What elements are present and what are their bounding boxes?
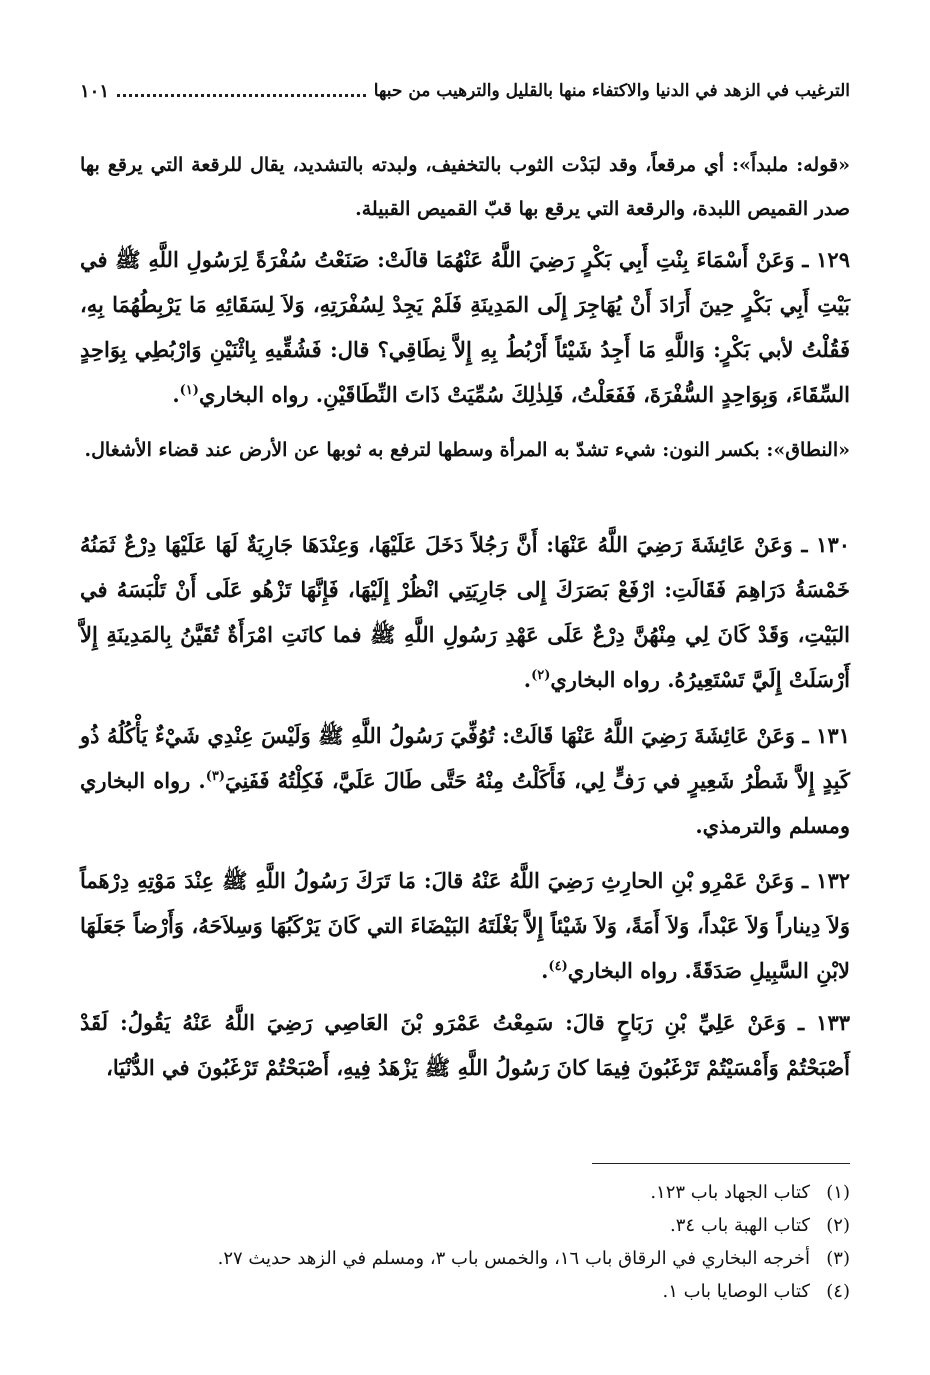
hadith-end: . رواه البخاري ومسلم والترمذي. [80,768,850,838]
hadith-number: ١٣٠ ـ [801,532,851,557]
hadith-end: . [541,958,549,983]
footnotes-list [80,1176,850,1308]
footnote-item [80,1275,850,1308]
hadith-129 [80,237,850,417]
hadith-text: وَعَنْ عَمْرِو بْنِ الحارِثِ رَضِيَ اللَّهُ عَنْهُ قالَ: مَا تَرَكَ رَسُولُ اللَّهِ ﷺ عِنْدَ مَوْتِهِ دِرْهَماً وَلاَ دِيناراً وَلاَ عَبْداً، وَلاَ أَمَةً، وَلاَ شَيْئاً إِلاَّ بَغْلَتَهُ البَيْضَاءَ التي كَانَ يَرْكَبُهَا وَسِلاَحَهُ، وَأَرْضاً جَعَلَهَا لابْنِ السَّبِيلِ صَدَقَةً. رواه البخاري [80,868,850,983]
hadith-132 [80,858,850,993]
footnote-mark: (٤) [826,1281,850,1302]
footnote-mark: (٢) [826,1215,850,1236]
page-number: ١٠١ [80,80,110,102]
header-dot-leader [117,94,366,97]
hadith-end: . [172,382,180,407]
footnote-ref: (٣) [205,769,226,784]
header-title: الترغيب في الزهد في الدنيا والاكتفاء منها بالقليل والترهيب من حبها [373,81,850,101]
footnote-ref: (٢) [531,668,551,683]
footnote-text: كتاب الوصايا باب ١. [662,1281,810,1302]
footnote-item [80,1242,850,1275]
footnote-separator [592,1163,850,1164]
footnote-ref: (٤) [548,959,568,974]
hadith-text: وَعَنْ عَلِيِّ بْنِ رَبَاحٍ قالَ: سَمِعْتُ عَمْرَو بْنَ العَاصِي رَضِيَ اللَّهُ عَنْهُ يَقُولُ: لَقَدْ أَصْبَحْتُمْ وَأَمْسَيْتُمْ تَرْغَبُونَ فِيمَا كانَ رَسُولُ اللَّهِ ﷺ يَزْهَدُ فِيهِ، أَصْبَحْتُمْ تَرْغَبُونَ في الدُّنْيَا، [80,1010,850,1080]
hadith-text: وَعَنْ عَائِشَةَ رَضِيَ اللَّهُ عَنْهَا قَالَتْ: تُوُفِّيَ رَسُولُ اللَّهِ ﷺ وَلَيْسَ عِنْدِي شَيْءٌ يَأْكُلُهُ ذُو كَبِدٍ إِلاَّ شَطْرُ شَعِيرٍ في رَفٍّ لِي، فَأَكَلْتُ مِنْهُ حَتَّى طَالَ عَلَيَّ، فَكِلْتُهُ فَفَنِيَ [80,723,850,793]
note-mulabbad [80,143,850,231]
hadith-130 [80,522,850,702]
hadith-number: ١٢٩ ـ [802,247,850,272]
footnote-text: كتاب الجهاد باب ١٢٣. [650,1182,810,1203]
hadith-number: ١٣٢ ـ [802,868,851,893]
running-header [80,74,850,108]
footnote-item [80,1209,850,1242]
footnote-mark: (١) [826,1182,850,1203]
footnote-mark: (٣) [826,1248,850,1269]
hadith-end: . [523,667,532,692]
hadith-number: ١٣١ ـ [802,723,850,748]
note-text: «النطاق»: بكسر النون: شيء تشدّ به المرأة وسطها لترفع به ثوبها عن الأرض عند قضاء الأشغال. [84,439,850,461]
hadith-text: وَعَنْ أَسْمَاءَ بِنْتِ أَبِي بَكْرٍ رَضِيَ اللَّهُ عَنْهُمَا قالَتْ: صَنَعْتُ سُفْرَةً لِرَسُولِ اللَّهِ ﷺ في بَيْتِ أَبِي بَكْرٍ حِينَ أَرَادَ أَنْ يُهَاجِرَ إِلَى المَدِينَةِ فَلَمْ يَجِدْ لِسُفْرَتِهِ، وَلاَ لِسَقَائِهِ مَا يَرْبِطُهُمَا بِهِ، فَقُلْتُ لأبي بَكْرٍ: وَاللَّهِ مَا أَجِدُ شَيْئاً أَرْبُطُ بِهِ إِلاَّ نِطَاقِي؟ قال: فَشُقِّيهِ بِاثْنَيْنِ وَارْبُطِي بِوَاحِدٍ السِّقَاءَ، وَبِوَاحِدٍ السُّفْرَةَ، فَفَعَلْتُ، فَلِذٰلِكَ سُمِّيَتْ ذَاتَ النِّطَاقَيْنِ. رواه البخاري [80,247,850,407]
footnote-ref: (١) [179,383,199,398]
hadith-131 [80,713,850,848]
hadith-number: ١٣٣ ـ [798,1010,851,1035]
note-text: «قوله: ملبداً»: أي مرقعاً، وقد لبَدْت الثوب بالتخفيف، ولبدته بالتشديد، يقال للرقعة التي يرقع بها صدر القميص اللبدة، والرقعة التي يرقع بها قبّ القميص القبيلة. [80,154,850,220]
footnote-item [80,1176,850,1209]
hadith-133 [80,1000,850,1090]
hadith-text: وَعَنْ عَائِشَةَ رَضِيَ اللَّهُ عَنْهَا: أَنَّ رَجُلاً دَخَلَ عَلَيْهَا، وَعِنْدَهَا جَارِيَةٌ لَهَا عَلَيْهَا دِرْعٌ ثَمَنُهُ خَمْسَةُ دَرَاهِمَ فَقَالَتِ: ارْفَعْ بَصَرَكَ إِلى جَارِيَتِي انْظُرْ إِلَيْهَا، فَإِنَّهَا تَزْهُو عَلَى أَنْ تَلْبَسَهُ في البَيْتِ، وَقَدْ كَانَ لِي مِنْهُنَّ دِرْعٌ عَلَى عَهْدِ رَسُولِ اللَّهِ ﷺ فما كانَتِ امْرَأَةٌ تُقَيَّنُ بِالمَدِينَةِ إِلاَّ أَرْسَلَتْ إِلَيَّ تَسْتَعِيرُهُ. رواه البخاري [80,532,850,692]
note-nitaq [80,428,850,472]
footnote-text: كتاب الهبة باب ٣٤. [670,1215,810,1236]
footnote-text: أخرجه البخاري في الرقاق باب ١٦، والخمس باب ٣، ومسلم في الزهد حديث ٢٧. [217,1248,810,1269]
